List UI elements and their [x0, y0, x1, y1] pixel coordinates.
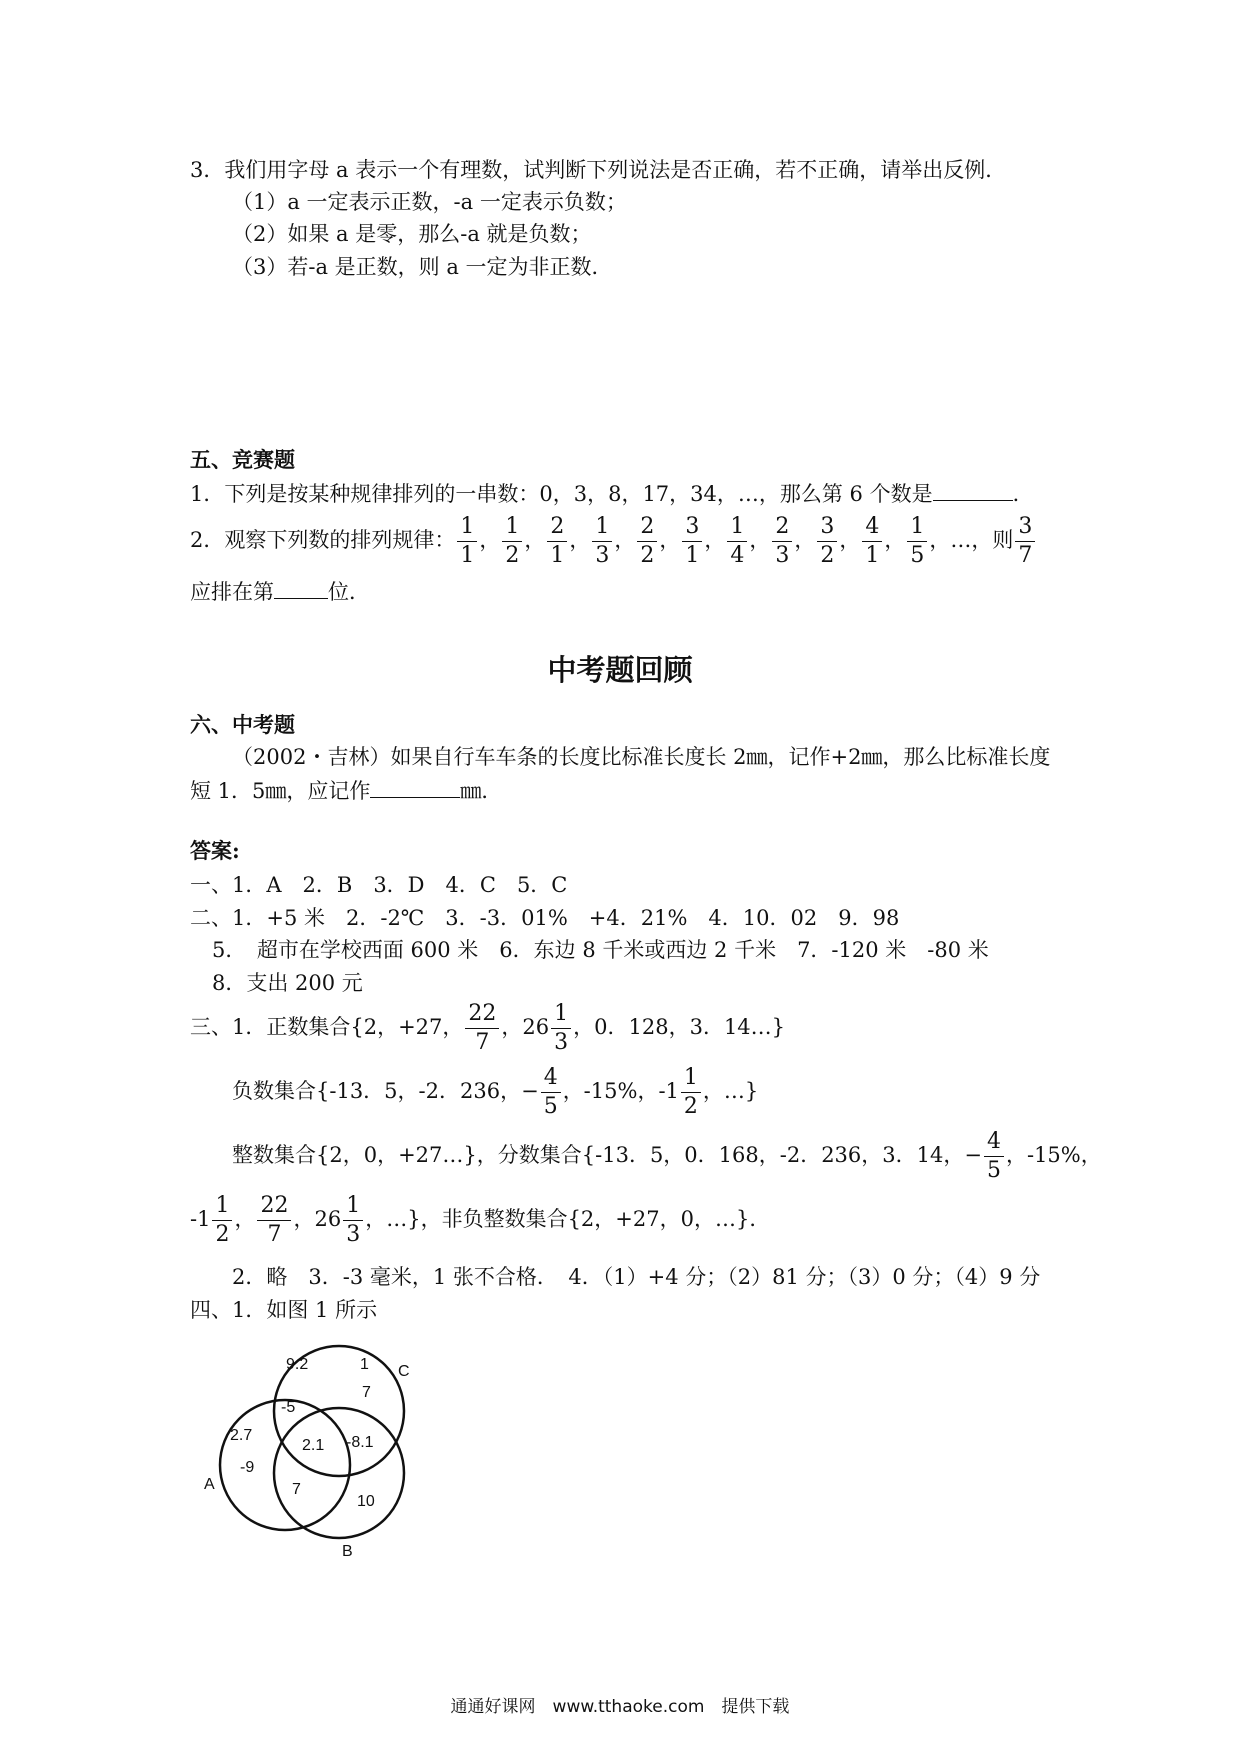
exam-line-1: （2002・吉林）如果自行车车条的长度比标准长度长 2㎜，记作+2㎜，那么比标准长度	[232, 745, 1051, 769]
venn-diagram	[200, 1330, 430, 1580]
fraction: $\frac{4}{5}$	[984, 1131, 1004, 1182]
fraction: $\frac{1}{3}$	[551, 1003, 571, 1054]
competition-q1: 1．下列是按某种规律排列的一串数：0，3，8，17，34，…，那么第 6 个数是 ．	[190, 482, 1034, 506]
answers-integer-set: 整数集合{2，0，+27…}，分数集合{-13．5，0．168，-2．236，3．14，− $\frac{4}{5}$ ，-15%，	[232, 1129, 1102, 1183]
answers-negative-set: 负数集合{-13．5，-2．236，− $\frac{4}{5}$ ，-15%，-1 $\frac{1}{2}$ ，…}	[232, 1065, 759, 1119]
answers-heading: 答案:	[190, 838, 240, 863]
venn-value: 9.2	[286, 1356, 309, 1373]
separator: ，	[524, 528, 546, 552]
fraction: $\frac{2}{1}$	[547, 516, 567, 567]
answers-line-1: 一、1．A 2．B 3．D 4．C 5．C	[190, 873, 568, 897]
venn-value: -5	[281, 1399, 296, 1416]
venn-label-b: B	[342, 1543, 353, 1560]
q3-item-3: （3）若-a 是正数，则 a 一定为非正数．	[232, 255, 613, 279]
answers-line-9: 2．略 3．-3 毫米，1 张不合格． 4．（1）+4 分；（2）81 分；（3）0 分；（4）9 分	[232, 1265, 1041, 1289]
answers-line-2: 二、1．+5 米 2．-2℃ 3．-3．01% +4．21% 4．10．02 9．98	[190, 906, 900, 930]
separator: ，	[749, 528, 771, 552]
q3-stem: 3．我们用字母 a 表示一个有理数，试判断下列说法是否正确，若不正确，请举出反例．	[190, 158, 1007, 182]
q3-item-2: （2）如果 a 是零，那么-a 就是负数；	[232, 222, 592, 246]
fraction: $\frac{1}{2}$	[502, 516, 522, 567]
answers-line-4: 8．支出 200 元	[212, 971, 363, 995]
page-footer: 通通好课网 www.tthaoke.com 提供下载	[450, 1697, 790, 1717]
venn-value: 2.1	[302, 1437, 325, 1454]
fraction: $\frac{4}{1}$	[862, 516, 882, 567]
fraction: $\frac{4}{5}$	[541, 1067, 561, 1118]
fraction: $\frac{3}{2}$	[817, 516, 837, 567]
separator: ，	[614, 528, 636, 552]
fraction: $\frac{22}{7}$	[257, 1195, 291, 1246]
separator: ，	[704, 528, 726, 552]
separator: ，	[569, 528, 591, 552]
venn-label-a: A	[204, 1476, 215, 1493]
section-heading-exam: 六、中考题	[190, 712, 295, 737]
venn-value: 1	[360, 1356, 369, 1373]
fraction: $\frac{2}{2}$	[637, 516, 657, 567]
answer-blank[interactable]	[933, 480, 1013, 501]
fraction: $\frac{1}{3}$	[343, 1195, 363, 1246]
competition-q2-line2: 应排在第 位．	[190, 580, 370, 604]
fraction: $\frac{1}{5}$	[907, 516, 927, 567]
venn-value: -8.1	[346, 1434, 374, 1451]
fraction: $\frac{1}{3}$	[592, 516, 612, 567]
answer-blank[interactable]	[274, 578, 328, 599]
q3-item-1: （1）a 一定表示正数，-a 一定表示负数；	[232, 190, 627, 214]
separator: ，	[884, 528, 906, 552]
fraction: $\frac{3}{1}$	[682, 516, 702, 567]
answers-positive-set: 三、1．正数集合{2，+27， $\frac{22}{7}$ ，26 $\frac{1}{3}$ ，0．128，3．14…}	[190, 1001, 786, 1055]
answers-line-3: 5． 超市在学校西面 600 米 6．东边 8 千米或西边 2 千米 7．-120 米 -80 米	[212, 938, 989, 962]
fraction: $\frac{22}{7}$	[465, 1003, 499, 1054]
venn-value: -9	[240, 1459, 255, 1476]
answer-blank[interactable]	[370, 777, 460, 798]
exam-line-2: 短 1．5㎜，应记作 ㎜．	[190, 779, 503, 803]
separator: ，	[794, 528, 816, 552]
fraction: $\frac{1}{4}$	[727, 516, 747, 567]
venn-value: 7	[292, 1481, 301, 1498]
answers-line-10: 四、1．如图 1 所示	[190, 1298, 378, 1322]
separator: ，	[479, 528, 501, 552]
venn-label-c: C	[398, 1363, 410, 1380]
fraction: $\frac{1}{2}$	[681, 1067, 701, 1118]
fraction-target: $\frac{3}{7}$	[1015, 516, 1035, 567]
fraction: $\frac{2}{3}$	[772, 516, 792, 567]
section-heading-competition: 五、竞赛题	[190, 447, 295, 472]
venn-value: 2.7	[230, 1427, 253, 1444]
fraction: $\frac{1}{1}$	[457, 516, 477, 567]
competition-q2: 2．观察下列数的排列规律： $\frac{1}{1}$ ， $\frac{1}{2}$ ， $\frac{2}{1}$ ， $\frac{1}{3}$ ， $\frac{2}{2}$ ， $\frac{3}{1}$ ， $\frac{1}{4}$ ， $\frac{2}{3}$ ， $\frac{3}{2}$ ， $\frac{4}{1}$ ， $\frac{1}{5}$ ，…，则 $\frac{3}{7}$	[190, 512, 1037, 568]
venn-value: 10	[357, 1493, 375, 1510]
separator: ，	[839, 528, 861, 552]
page-section-title: 中考题回顾	[547, 653, 693, 687]
fraction: $\frac{1}{2}$	[212, 1195, 232, 1246]
separator: ，	[659, 528, 681, 552]
answers-fraction-set: -1 $\frac{1}{2}$ ， $\frac{22}{7}$ ，26 $\frac{1}{3}$ ，…}，非负整数集合{2，+27，0，…}．	[190, 1193, 771, 1247]
venn-value: 7	[362, 1384, 371, 1401]
